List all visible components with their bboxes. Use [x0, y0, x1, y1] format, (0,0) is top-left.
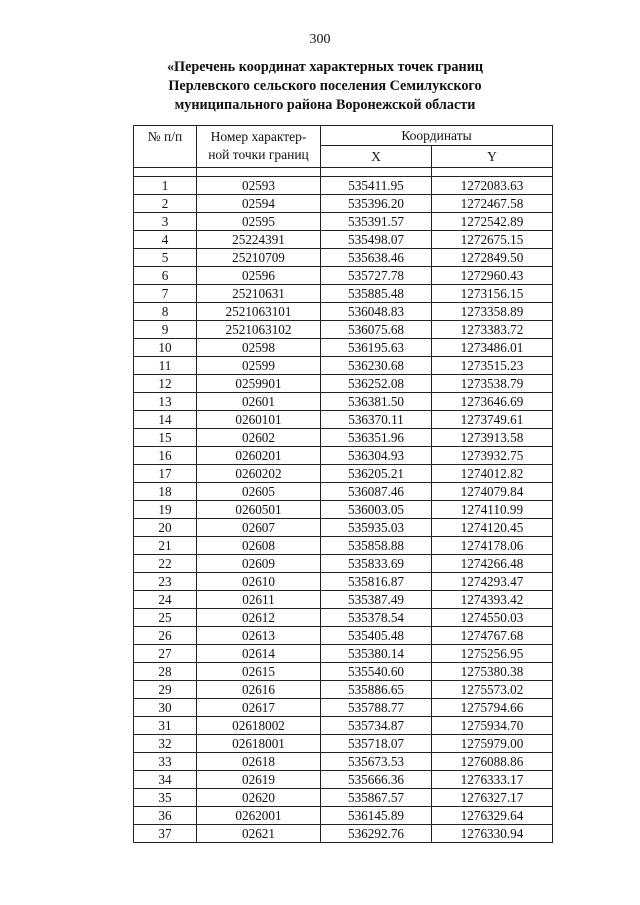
cell-index: 36 — [134, 807, 197, 825]
cell-x: 536003.05 — [321, 501, 432, 519]
table-row — [134, 465, 553, 483]
cell-y: 1273646.69 — [432, 393, 553, 411]
table-row — [134, 231, 553, 249]
table-row — [134, 267, 553, 285]
cell-x: 536195.63 — [321, 339, 432, 357]
cell-index: 8 — [134, 303, 197, 321]
cell-index: 12 — [134, 375, 197, 393]
table-row — [134, 591, 553, 609]
cell-y: 1273358.89 — [432, 303, 553, 321]
cell-x: 535380.14 — [321, 645, 432, 663]
cell-y: 1275256.95 — [432, 645, 553, 663]
cell-x: 536075.68 — [321, 321, 432, 339]
table-row — [134, 213, 553, 231]
cell-point-number: 0260202 — [197, 465, 321, 483]
table-row — [134, 411, 553, 429]
header-coordinates: Координаты — [321, 126, 553, 146]
table-row — [134, 789, 553, 807]
table-header — [134, 126, 553, 177]
cell-x: 535886.65 — [321, 681, 432, 699]
cell-x: 535638.46 — [321, 249, 432, 267]
cell-x: 536205.21 — [321, 465, 432, 483]
table-row — [134, 663, 553, 681]
spacer-cell — [321, 168, 432, 177]
table-row — [134, 771, 553, 789]
table-row — [134, 429, 553, 447]
cell-y: 1273156.15 — [432, 285, 553, 303]
table-row — [134, 825, 553, 843]
cell-y: 1274110.99 — [432, 501, 553, 519]
table-row — [134, 735, 553, 753]
cell-y: 1275934.70 — [432, 717, 553, 735]
cell-point-number: 25210631 — [197, 285, 321, 303]
coordinates-table — [133, 125, 553, 843]
cell-y: 1274293.47 — [432, 573, 553, 591]
cell-index: 16 — [134, 447, 197, 465]
cell-point-number: 0260101 — [197, 411, 321, 429]
cell-y: 1274767.68 — [432, 627, 553, 645]
cell-y: 1274266.48 — [432, 555, 553, 573]
table-row — [134, 717, 553, 735]
cell-y: 1275979.00 — [432, 735, 553, 753]
cell-y: 1272467.58 — [432, 195, 553, 213]
cell-y: 1276330.94 — [432, 825, 553, 843]
cell-x: 535411.95 — [321, 177, 432, 195]
cell-y: 1273932.75 — [432, 447, 553, 465]
spacer-cell — [197, 168, 321, 177]
cell-index: 9 — [134, 321, 197, 339]
cell-point-number: 2521063101 — [197, 303, 321, 321]
cell-index: 28 — [134, 663, 197, 681]
header-y: Y — [432, 146, 553, 168]
header-point-line-1: Номер характер- — [210, 129, 307, 144]
cell-x: 535673.53 — [321, 753, 432, 771]
cell-index: 19 — [134, 501, 197, 519]
cell-index: 27 — [134, 645, 197, 663]
table-row — [134, 555, 553, 573]
cell-y: 1273486.01 — [432, 339, 553, 357]
cell-y: 1273749.61 — [432, 411, 553, 429]
cell-point-number: 02598 — [197, 339, 321, 357]
cell-point-number: 02594 — [197, 195, 321, 213]
cell-x: 536230.68 — [321, 357, 432, 375]
table-row — [134, 357, 553, 375]
table-row — [134, 753, 553, 771]
table-row — [134, 627, 553, 645]
cell-point-number: 02618 — [197, 753, 321, 771]
cell-point-number: 02618002 — [197, 717, 321, 735]
cell-x: 536381.50 — [321, 393, 432, 411]
cell-point-number: 02611 — [197, 591, 321, 609]
table-row — [134, 393, 553, 411]
cell-y: 1276333.17 — [432, 771, 553, 789]
cell-point-number: 25210709 — [197, 249, 321, 267]
title-line-1: «Перечень координат характерных точек границ — [166, 59, 484, 75]
cell-index: 5 — [134, 249, 197, 267]
table-row — [134, 501, 553, 519]
cell-point-number: 0260501 — [197, 501, 321, 519]
cell-point-number: 02613 — [197, 627, 321, 645]
cell-x: 535405.48 — [321, 627, 432, 645]
cell-point-number: 02617 — [197, 699, 321, 717]
cell-y: 1274120.45 — [432, 519, 553, 537]
cell-point-number: 02605 — [197, 483, 321, 501]
header-index: № п/п — [134, 126, 197, 168]
cell-point-number: 02616 — [197, 681, 321, 699]
table-row — [134, 537, 553, 555]
cell-y: 1272849.50 — [432, 249, 553, 267]
cell-point-number: 02607 — [197, 519, 321, 537]
cell-x: 535498.07 — [321, 231, 432, 249]
cell-point-number: 25224391 — [197, 231, 321, 249]
table-body — [134, 177, 553, 843]
table-row — [134, 699, 553, 717]
cell-index: 31 — [134, 717, 197, 735]
title-line-3: муниципального района Воронежской области — [174, 97, 476, 113]
cell-x: 535885.48 — [321, 285, 432, 303]
page-number: 300 — [309, 32, 331, 47]
cell-index: 13 — [134, 393, 197, 411]
cell-index: 24 — [134, 591, 197, 609]
cell-x: 536370.11 — [321, 411, 432, 429]
cell-index: 23 — [134, 573, 197, 591]
cell-index: 15 — [134, 429, 197, 447]
cell-index: 22 — [134, 555, 197, 573]
table-row — [134, 177, 553, 195]
table-row — [134, 483, 553, 501]
cell-index: 11 — [134, 357, 197, 375]
cell-point-number: 02614 — [197, 645, 321, 663]
cell-x: 535396.20 — [321, 195, 432, 213]
table-row — [134, 519, 553, 537]
cell-x: 535666.36 — [321, 771, 432, 789]
cell-point-number: 02593 — [197, 177, 321, 195]
cell-y: 1274178.06 — [432, 537, 553, 555]
header-x: X — [321, 146, 432, 168]
cell-point-number: 02615 — [197, 663, 321, 681]
cell-index: 37 — [134, 825, 197, 843]
cell-y: 1276088.86 — [432, 753, 553, 771]
cell-point-number: 02609 — [197, 555, 321, 573]
cell-y: 1275380.38 — [432, 663, 553, 681]
spacer-cell — [134, 168, 197, 177]
cell-index: 1 — [134, 177, 197, 195]
cell-x: 536087.46 — [321, 483, 432, 501]
cell-index: 26 — [134, 627, 197, 645]
cell-x: 535867.57 — [321, 789, 432, 807]
cell-x: 535935.03 — [321, 519, 432, 537]
cell-index: 10 — [134, 339, 197, 357]
cell-index: 29 — [134, 681, 197, 699]
table-row — [134, 321, 553, 339]
cell-x: 535718.07 — [321, 735, 432, 753]
cell-point-number: 02620 — [197, 789, 321, 807]
cell-index: 32 — [134, 735, 197, 753]
cell-x: 536252.08 — [321, 375, 432, 393]
cell-point-number: 02601 — [197, 393, 321, 411]
cell-index: 2 — [134, 195, 197, 213]
cell-x: 535816.87 — [321, 573, 432, 591]
cell-index: 3 — [134, 213, 197, 231]
header-point-number — [197, 126, 321, 168]
title-line-2: Перлевского сельского поселения Семилукского — [168, 78, 482, 94]
cell-y: 1273538.79 — [432, 375, 553, 393]
cell-index: 25 — [134, 609, 197, 627]
cell-x: 535378.54 — [321, 609, 432, 627]
cell-y: 1273383.72 — [432, 321, 553, 339]
table-row — [134, 807, 553, 825]
cell-x: 536304.93 — [321, 447, 432, 465]
cell-point-number: 02621 — [197, 825, 321, 843]
cell-index: 30 — [134, 699, 197, 717]
cell-point-number: 02596 — [197, 267, 321, 285]
cell-point-number: 02619 — [197, 771, 321, 789]
cell-x: 536145.89 — [321, 807, 432, 825]
cell-x: 535858.88 — [321, 537, 432, 555]
cell-index: 14 — [134, 411, 197, 429]
cell-x: 535540.60 — [321, 663, 432, 681]
cell-x: 535387.49 — [321, 591, 432, 609]
cell-index: 20 — [134, 519, 197, 537]
cell-index: 34 — [134, 771, 197, 789]
cell-index: 18 — [134, 483, 197, 501]
cell-point-number: 2521063102 — [197, 321, 321, 339]
cell-index: 4 — [134, 231, 197, 249]
cell-y: 1274012.82 — [432, 465, 553, 483]
cell-x: 535788.77 — [321, 699, 432, 717]
cell-x: 536048.83 — [321, 303, 432, 321]
cell-x: 535734.87 — [321, 717, 432, 735]
cell-index: 17 — [134, 465, 197, 483]
cell-x: 536351.96 — [321, 429, 432, 447]
table-row — [134, 375, 553, 393]
cell-index: 6 — [134, 267, 197, 285]
table-row — [134, 609, 553, 627]
document-title — [120, 58, 530, 115]
cell-point-number: 02602 — [197, 429, 321, 447]
cell-y: 1272960.43 — [432, 267, 553, 285]
cell-point-number: 0259901 — [197, 375, 321, 393]
cell-y: 1272675.15 — [432, 231, 553, 249]
cell-y: 1274393.42 — [432, 591, 553, 609]
cell-y: 1272083.63 — [432, 177, 553, 195]
cell-x: 535833.69 — [321, 555, 432, 573]
cell-index: 21 — [134, 537, 197, 555]
table-row — [134, 573, 553, 591]
cell-y: 1275794.66 — [432, 699, 553, 717]
cell-y: 1275573.02 — [432, 681, 553, 699]
table-row — [134, 249, 553, 267]
cell-y: 1274550.03 — [432, 609, 553, 627]
cell-index: 35 — [134, 789, 197, 807]
cell-point-number: 02599 — [197, 357, 321, 375]
cell-y: 1273515.23 — [432, 357, 553, 375]
cell-y: 1276327.17 — [432, 789, 553, 807]
cell-y: 1276329.64 — [432, 807, 553, 825]
cell-point-number: 0260201 — [197, 447, 321, 465]
cell-x: 535391.57 — [321, 213, 432, 231]
table-row — [134, 195, 553, 213]
cell-point-number: 02595 — [197, 213, 321, 231]
table-row — [134, 303, 553, 321]
cell-y: 1273913.58 — [432, 429, 553, 447]
cell-index: 33 — [134, 753, 197, 771]
cell-point-number: 02618001 — [197, 735, 321, 753]
table-row — [134, 339, 553, 357]
table-row — [134, 447, 553, 465]
cell-index: 7 — [134, 285, 197, 303]
cell-point-number: 0262001 — [197, 807, 321, 825]
cell-point-number: 02612 — [197, 609, 321, 627]
table-row — [134, 285, 553, 303]
cell-x: 536292.76 — [321, 825, 432, 843]
cell-y: 1272542.89 — [432, 213, 553, 231]
cell-y: 1274079.84 — [432, 483, 553, 501]
cell-x: 535727.78 — [321, 267, 432, 285]
cell-point-number: 02608 — [197, 537, 321, 555]
header-point-line-2: ной точки границ — [208, 147, 309, 162]
table-row — [134, 645, 553, 663]
spacer-cell — [432, 168, 553, 177]
cell-point-number: 02610 — [197, 573, 321, 591]
table-row — [134, 681, 553, 699]
